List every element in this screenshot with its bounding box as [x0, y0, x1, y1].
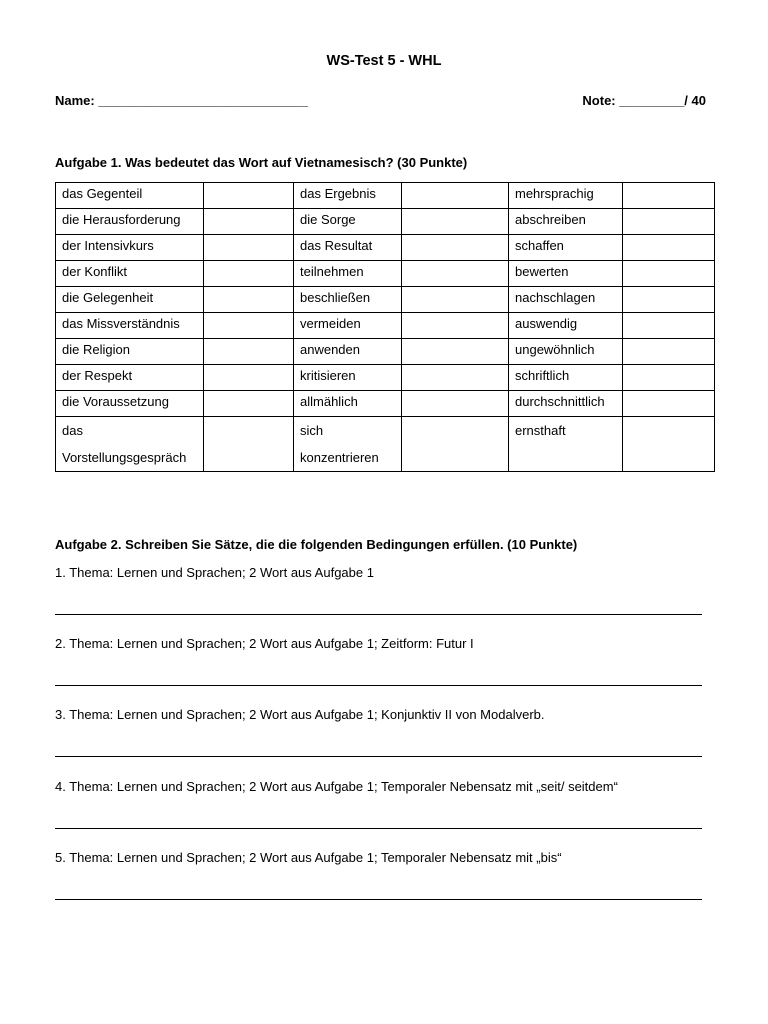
- vocab-word-cell: auswendig: [509, 313, 623, 339]
- translation-answer-cell[interactable]: [623, 209, 715, 235]
- table-row: [56, 183, 715, 209]
- translation-answer-cell[interactable]: [402, 417, 509, 472]
- translation-answer-cell[interactable]: [402, 261, 509, 287]
- translation-answer-cell[interactable]: [402, 235, 509, 261]
- table-row: [56, 417, 715, 472]
- translation-answer-cell[interactable]: [402, 339, 509, 365]
- vocab-word-cell: abschreiben: [509, 209, 623, 235]
- task2-heading: Aufgabe 2. Schreiben Sie Sätze, die die folgenden Bedingungen erfüllen. (10 Punkte): [55, 537, 578, 552]
- translation-answer-cell[interactable]: [623, 183, 715, 209]
- translation-answer-cell[interactable]: [204, 391, 294, 417]
- vocab-word-cell: das Resultat: [294, 235, 402, 261]
- vocab-word-cell: durchschnittlich: [509, 391, 623, 417]
- vocab-word-cell: beschließen: [294, 287, 402, 313]
- vocab-word-cell: das Gegenteil: [56, 183, 204, 209]
- translation-answer-cell[interactable]: [204, 339, 294, 365]
- vocab-word-cell: die Religion: [56, 339, 204, 365]
- translation-answer-cell[interactable]: [402, 209, 509, 235]
- task2-prompt-3: 3. Thema: Lernen und Sprachen; 2 Wort aus Aufgabe 1; Konjunktiv II von Modalverb.: [55, 707, 545, 722]
- task2-prompt-1: 1. Thema: Lernen und Sprachen; 2 Wort aus Aufgabe 1: [55, 565, 374, 580]
- vocab-word-cell: das Ergebnis: [294, 183, 402, 209]
- vocab-word-cell: schriftlich: [509, 365, 623, 391]
- table-row: [56, 391, 715, 417]
- translation-answer-cell[interactable]: [204, 261, 294, 287]
- translation-answer-cell[interactable]: [204, 417, 294, 472]
- vocab-word-cell: das Missverständnis: [56, 313, 204, 339]
- task1-heading: Aufgabe 1. Was bedeutet das Wort auf Vietnamesisch? (30 Punkte): [55, 155, 468, 170]
- name-field[interactable]: Name: _____________________________: [55, 93, 309, 108]
- vocab-word-cell: der Intensivkurs: [56, 235, 204, 261]
- vocab-word-cell: die Gelegenheit: [56, 287, 204, 313]
- translation-answer-cell[interactable]: [204, 183, 294, 209]
- vocab-word-cell: die Sorge: [294, 209, 402, 235]
- translation-answer-cell[interactable]: [402, 183, 509, 209]
- vocab-word-cell: schaffen: [509, 235, 623, 261]
- translation-answer-cell[interactable]: [623, 235, 715, 261]
- vocabulary-table: [55, 182, 715, 472]
- vocab-word-cell: der Respekt: [56, 365, 204, 391]
- task2-prompt-5: 5. Thema: Lernen und Sprachen; 2 Wort aus Aufgabe 1; Temporaler Nebensatz mit „bis“: [55, 850, 562, 865]
- translation-answer-cell[interactable]: [623, 261, 715, 287]
- vocab-word-cell: die Herausforderung: [56, 209, 204, 235]
- table-row: [56, 235, 715, 261]
- translation-answer-cell[interactable]: [623, 365, 715, 391]
- translation-answer-cell[interactable]: [204, 313, 294, 339]
- vocab-word-cell: die Voraussetzung: [56, 391, 204, 417]
- table-row: [56, 339, 715, 365]
- vocab-word-cell: ernsthaft: [509, 417, 623, 472]
- answer-line-3[interactable]: [55, 756, 702, 757]
- translation-answer-cell[interactable]: [204, 209, 294, 235]
- vocab-word-cell: mehrsprachig: [509, 183, 623, 209]
- vocab-word-cell: nachschlagen: [509, 287, 623, 313]
- translation-answer-cell[interactable]: [623, 313, 715, 339]
- vocab-word-cell: sich konzentrieren: [294, 417, 402, 472]
- page-title: WS-Test 5 - WHL: [326, 53, 442, 69]
- translation-answer-cell[interactable]: [402, 391, 509, 417]
- translation-answer-cell[interactable]: [402, 365, 509, 391]
- task2-prompt-2: 2. Thema: Lernen und Sprachen; 2 Wort aus Aufgabe 1; Zeitform: Futur I: [55, 636, 474, 651]
- table-row: [56, 261, 715, 287]
- table-row: [56, 365, 715, 391]
- vocab-word-cell: bewerten: [509, 261, 623, 287]
- answer-line-4[interactable]: [55, 828, 702, 829]
- table-row: [56, 287, 715, 313]
- vocab-word-cell: teilnehmen: [294, 261, 402, 287]
- vocab-word-cell: vermeiden: [294, 313, 402, 339]
- vocab-word-cell: allmählich: [294, 391, 402, 417]
- vocab-word-cell: ungewöhnlich: [509, 339, 623, 365]
- translation-answer-cell[interactable]: [402, 287, 509, 313]
- translation-answer-cell[interactable]: [204, 287, 294, 313]
- answer-line-1[interactable]: [55, 614, 702, 615]
- vocab-word-cell: das Vorstellungsgespräch: [56, 417, 204, 472]
- translation-answer-cell[interactable]: [204, 365, 294, 391]
- translation-answer-cell[interactable]: [204, 235, 294, 261]
- table-row: [56, 209, 715, 235]
- translation-answer-cell[interactable]: [623, 287, 715, 313]
- answer-line-2[interactable]: [55, 685, 702, 686]
- table-row: [56, 313, 715, 339]
- translation-answer-cell[interactable]: [402, 313, 509, 339]
- task2-prompt-4: 4. Thema: Lernen und Sprachen; 2 Wort aus Aufgabe 1; Temporaler Nebensatz mit „seit/ seitdem“: [55, 779, 618, 794]
- translation-answer-cell[interactable]: [623, 391, 715, 417]
- vocab-word-cell: anwenden: [294, 339, 402, 365]
- vocab-word-cell: der Konflikt: [56, 261, 204, 287]
- answer-line-5[interactable]: [55, 899, 702, 900]
- translation-answer-cell[interactable]: [623, 339, 715, 365]
- translation-answer-cell[interactable]: [623, 417, 715, 472]
- vocab-word-cell: kritisieren: [294, 365, 402, 391]
- grade-field: Note: _________/ 40: [582, 93, 706, 108]
